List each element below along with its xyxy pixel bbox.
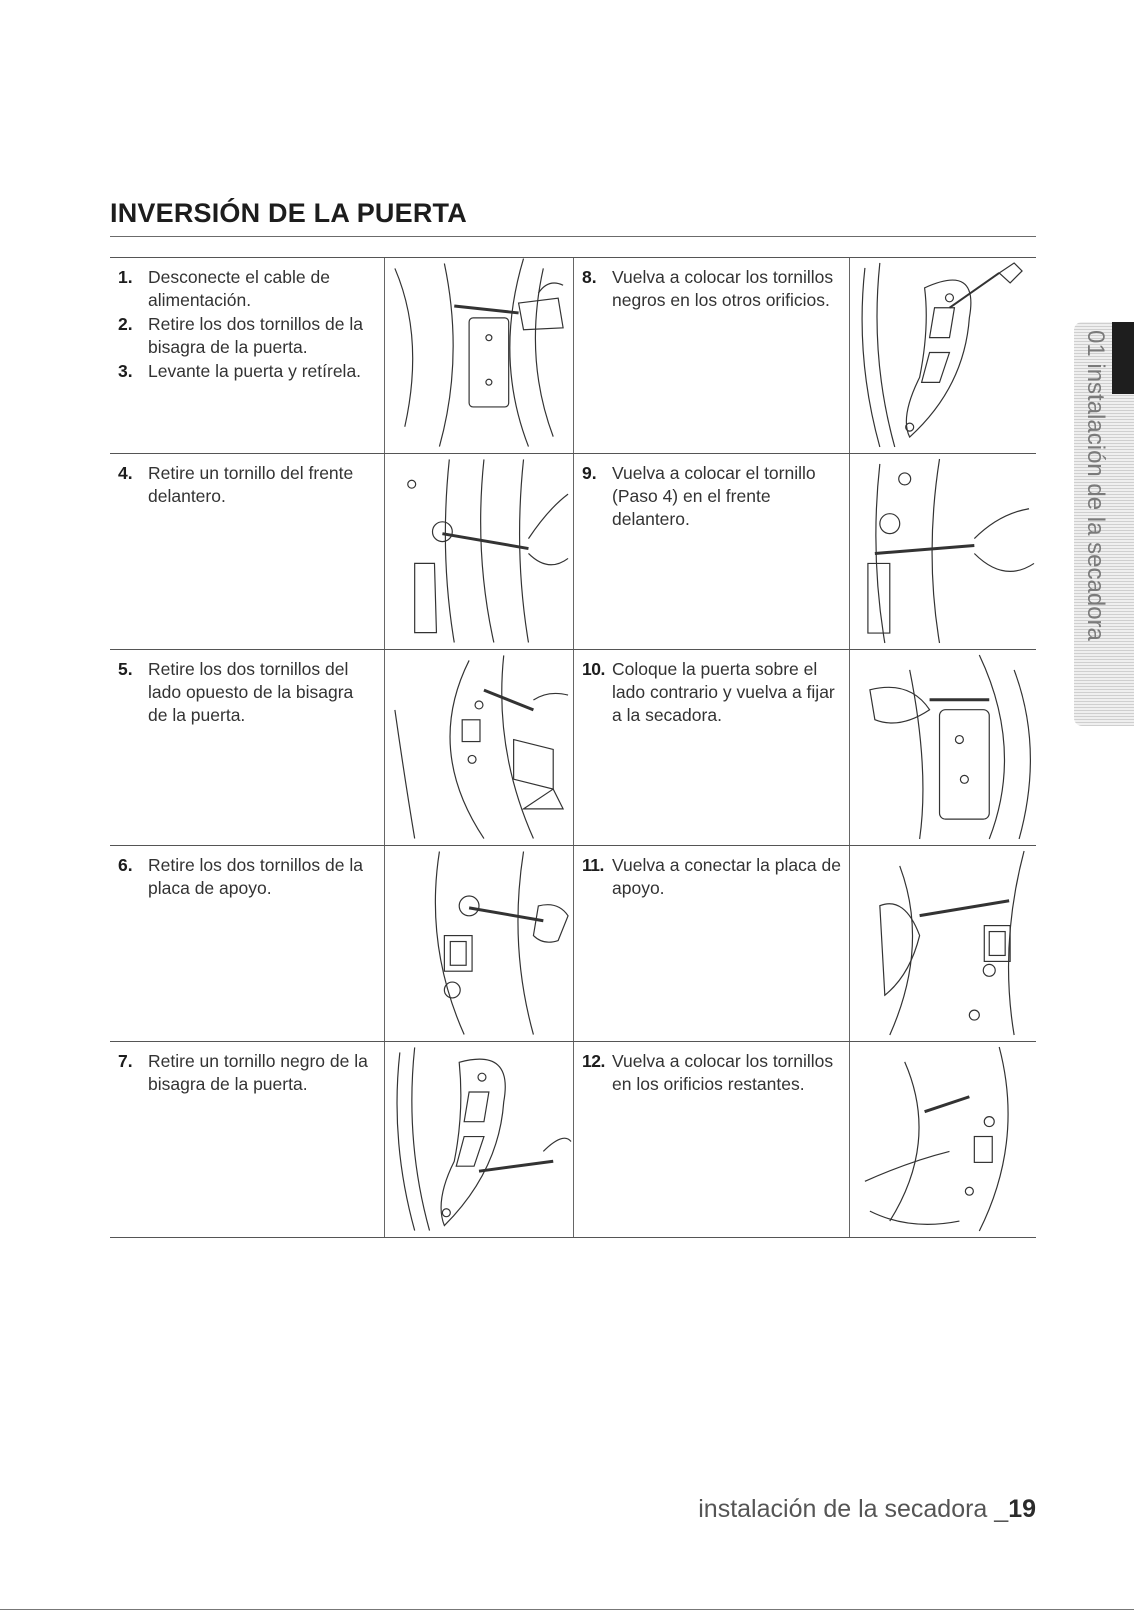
step-number: 4. [118,463,133,483]
step-text: Vuelva a colocar los tornillos en los orificios restantes. [612,1051,834,1094]
bottom-edge-line [0,1609,1134,1610]
screw-reinstall-illustration [849,258,1036,453]
step-item [118,1050,376,1096]
page-title: INVERSIÓN DE LA PUERTA [110,198,467,228]
front-screw-reinstall-illustration [849,454,1036,649]
step-text: Levante la puerta y retírela. [148,361,362,381]
chapter-tab-marker [1112,322,1134,394]
step-number: 12. [582,1051,605,1071]
step-item [582,658,841,727]
title-divider [110,236,1036,237]
backing-plate-reattach-illustration [849,846,1036,1041]
step-item [118,462,376,508]
step-text: Retire un tornillo del frente delantero. [148,463,354,506]
steps-cell-right [574,454,849,649]
front-screw-illustration [384,454,574,649]
instruction-row [110,454,1036,650]
instruction-table [110,257,1036,1238]
steps-cell-left [110,454,384,649]
instruction-row [110,1042,1036,1238]
backing-plate-removal-illustration [384,846,574,1041]
step-item [118,360,376,383]
step-number: 7. [118,1051,133,1071]
chapter-tab-label: 01 instalación de la secadora [1082,330,1109,641]
step-number: 11. [582,855,604,875]
step-text: Retire los dos tornillos del lado opuesto de la bisagra de la puerta. [148,659,354,725]
steps-cell-right [574,650,849,845]
steps-cell-left [110,258,384,453]
step-number: 3. [118,361,133,381]
step-item [582,1050,841,1096]
step-number: 1. [118,267,133,287]
steps-cell-left [110,1042,384,1237]
instruction-row [110,650,1036,846]
step-item [582,854,841,900]
step-number: 5. [118,659,133,679]
step-number: 2. [118,314,133,334]
page-footer [698,1495,1036,1524]
step-text: Desconecte el cable de alimentación. [148,267,330,310]
step-item [118,854,376,900]
black-screw-removal-illustration [384,1042,574,1237]
door-reattach-illustration [849,650,1036,845]
step-number: 8. [582,267,597,287]
step-item [582,266,841,312]
hinge-removal-illustration [384,258,574,453]
steps-cell-right [574,1042,849,1237]
step-item [118,266,376,312]
step-text: Vuelva a colocar los tornillos negros en los otros orificios. [612,267,834,310]
step-number: 6. [118,855,133,875]
step-text: Retire los dos tornillos de la placa de apoyo. [148,855,363,898]
steps-cell-left [110,650,384,845]
step-item [582,462,841,531]
step-text: Coloque la puerta sobre el lado contrario y vuelva a fijar a la secadora. [612,659,835,725]
steps-cell-left [110,846,384,1041]
page-number: 19 [1008,1495,1036,1523]
step-item [118,313,376,359]
footer-label: instalación de la secadora [698,1495,988,1523]
chapter-side-tab [1074,322,1134,726]
step-text: Vuelva a conectar la placa de apoyo. [612,855,841,898]
opposite-side-screws-illustration [384,650,574,845]
step-number: 10. [582,659,605,679]
step-item [118,658,376,727]
footer-separator: _ [987,1495,1009,1523]
step-number: 9. [582,463,597,483]
instruction-row [110,258,1036,454]
instruction-row [110,846,1036,1042]
steps-cell-right [574,258,849,453]
remaining-screws-illustration [849,1042,1036,1237]
step-text: Retire un tornillo negro de la bisagra de la puerta. [148,1051,368,1094]
step-text: Vuelva a colocar el tornillo (Paso 4) en el frente delantero. [612,463,816,529]
step-text: Retire los dos tornillos de la bisagra de la puerta. [148,314,363,357]
steps-cell-right [574,846,849,1041]
